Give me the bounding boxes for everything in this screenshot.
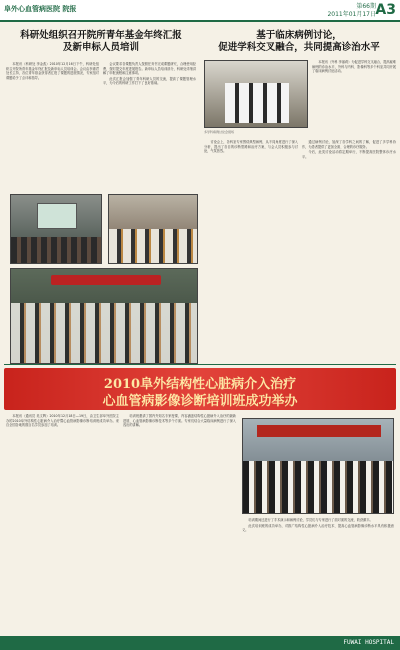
right-article-body (204, 140, 396, 360)
banner-title-line1: 2010阜外结构性心脏病介入治疗 (103, 377, 297, 392)
paragraph: 培训期间还进行了手术演示和病例讨论，学员们与专家进行了面对面的交流，收获颇丰。 (248, 518, 373, 522)
issue-info (327, 3, 376, 19)
paragraph: 今后，此类讨论活动将定期举行，不断提高医院整体诊疗水平。 (302, 150, 396, 159)
paragraph: 通过病例讨论，加深了各学科之间的了解，促进了多学科协作，为患者提供了更加全面、合理的诊疗服务。 (302, 140, 396, 149)
right-article-title (202, 30, 396, 54)
section-name: 阜外心血管病医院 院报 (4, 5, 77, 13)
issue-date: 2011年01月17日 (327, 11, 376, 18)
left-article-body (6, 62, 196, 188)
bottom-article-tail (242, 518, 394, 634)
right-col-1 (204, 140, 298, 360)
paragraph: 本报讯（外科 李丽莉）为促进学科交叉融合，提高疑难病例的诊治水平，外科与内科、影像科等多个科室共同开展了临床病例讨论活动。 (312, 60, 396, 74)
banner-title-line2: 心血管病影像诊断培训班成功举办 (102, 394, 298, 409)
bottom-col-2 (123, 414, 236, 634)
masthead (0, 0, 400, 22)
photo-caption: 多学科病例讨论会现场 (204, 130, 235, 134)
left-article-title (6, 30, 196, 54)
bottom-article-body (6, 414, 236, 634)
bottom-article (6, 414, 394, 634)
right-col-2 (302, 140, 396, 360)
left-col-1 (6, 62, 99, 188)
left-col-2 (103, 62, 196, 188)
paragraph: 此次汇报会加强了青年科研人员的交流，提高了课题管理水平，为今后的科研工作打下了良好基础。 (103, 76, 196, 86)
paragraph: 会议要求各课题负责人按照任务书完成课题研究，合理使用经费，按时提交年度进展报告。新申标人员培训部分，科研处详细讲解了申报流程和注意事项。 (103, 62, 196, 76)
left-title-line1: 科研处组织召开院所青年基金年终汇报 (20, 30, 182, 41)
paragraph: 本报讯（通讯员 吴文辉）2010年12月18日—19日，由卫生部阜外医院主办的2010阜外结构性心脏病介入治疗暨心血管病影像诊断培训班成功举办。来自全国各地的数百名学员参加了培训。 (6, 414, 119, 428)
bottom-col-1 (6, 414, 119, 634)
left-article (6, 26, 196, 362)
right-title-line2: 促进学科交叉融合，共同提高诊治水平 (218, 42, 380, 53)
training-group-photo (242, 418, 394, 514)
meeting-photo (10, 194, 102, 264)
case-discussion-photo (204, 60, 308, 128)
paragraph: 此次培训班的成功举办，对推广结构性心脏病介入治疗技术、提高心血管病影像诊断水平具有积极意义。 (242, 523, 394, 533)
paragraph: 讨论会上，各科室专家围绕典型病例，从不同角度进行了深入分析，提出了各自的诊断思路和治疗方案，与会人员积极参与讨论，气氛热烈。 (204, 140, 298, 154)
left-title-line2: 及新申标人员培训 (62, 42, 139, 53)
right-title-line1: 基于临床病例讨论， (256, 30, 342, 41)
issue-number: 第66期 (356, 3, 376, 10)
conference-hall-photo (10, 268, 198, 364)
footer (0, 636, 400, 650)
audience-photo (108, 194, 198, 264)
section-divider (4, 364, 396, 365)
page-number: A3 (375, 2, 396, 18)
right-article-lead (312, 60, 396, 138)
paragraph: 本报讯（科研处 李金彪）2010年12月16日下午，科研处组织召开院所青年基金年终汇报及新申标人员培训会。会议由李惠君处长主持，各位青年基金获得者汇报了课题的进展情况，专家组对课题给予了点评和指导。 (6, 62, 99, 80)
headline-banner (4, 368, 396, 410)
footer-label: FUWAI HOSPITAL (343, 639, 394, 646)
paragraph: 培训班邀请了国内外知名专家授课，内容涵盖结构性心脏病介入治疗的最新进展、心血管病影像诊断技术等多个方面。专家们结合大量临床病例进行了深入浅出的讲解。 (123, 414, 236, 428)
right-article (202, 26, 396, 362)
